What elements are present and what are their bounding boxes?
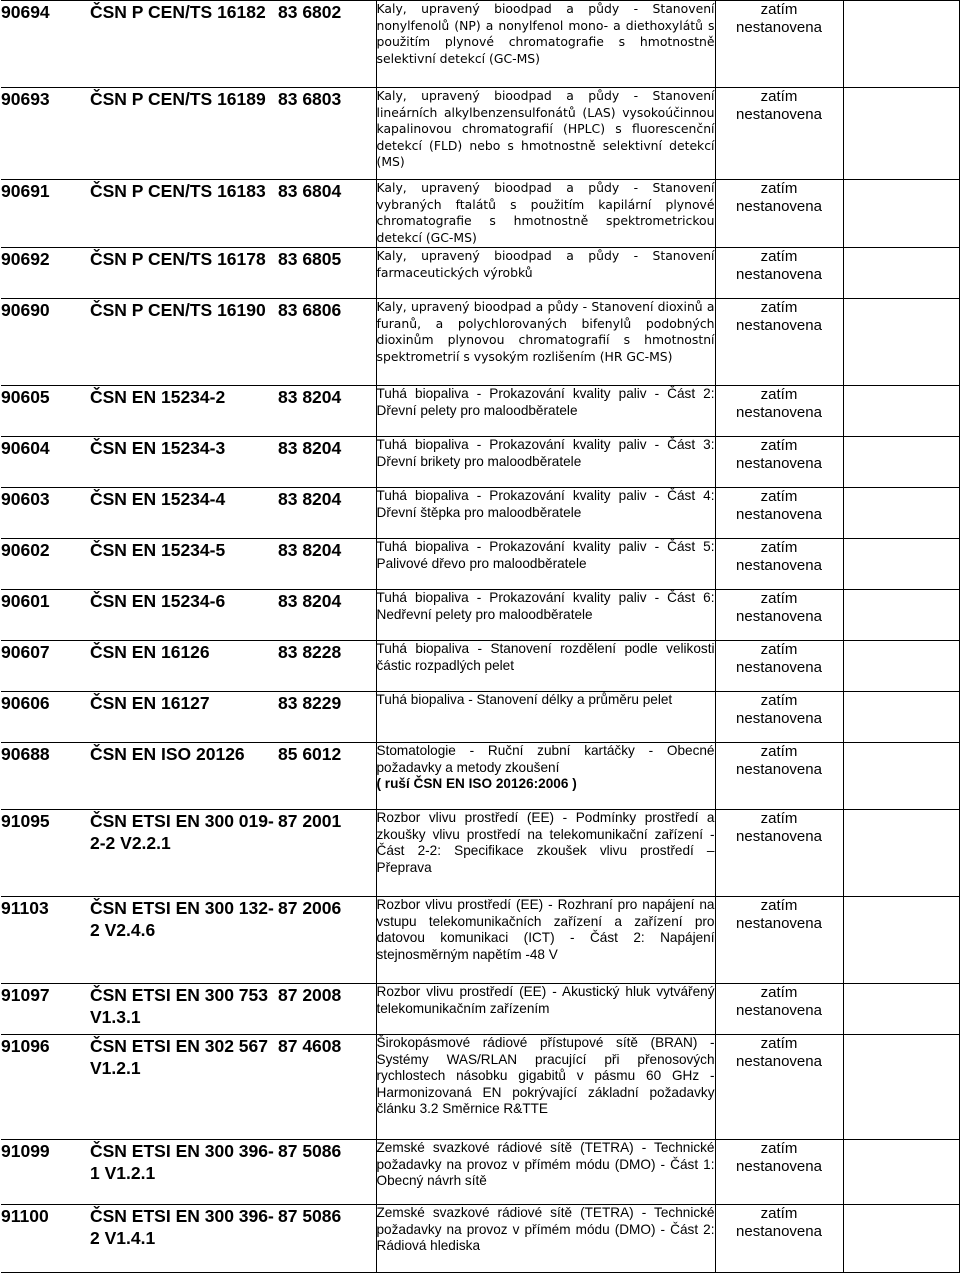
standard-designation: ČSN P CEN/TS 16183 <box>90 180 278 248</box>
status-line-1: zatím <box>760 539 798 556</box>
empty-cell <box>843 386 959 437</box>
status-line-2: nestanovena <box>736 915 822 932</box>
standards-table <box>1 0 960 1273</box>
standard-title-text: Kaly, upravený bioodpad a půdy - Stanovení nonylfenolů (NP) a nonylfenol mono- a diethoxylátů s použitím plynové chromatografie s hmotnostně selektivní detekcí (GC-MS) <box>376 1 715 66</box>
status-cell <box>715 437 843 488</box>
record-number: 90601 <box>1 590 90 641</box>
standard-title <box>376 897 715 984</box>
standards-table-body <box>1 1 959 1273</box>
standard-title-text: Tuhá biopaliva - Prokazování kvality paliv - Část 4: Dřevní štěpka pro maloodběratele <box>376 488 715 520</box>
status-cell <box>715 590 843 641</box>
standard-title-text: Rozbor vlivu prostředí (EE) - Rozhraní pro napájení na vstupu telekomunikačních zařízení a zařízení pro datovou komunikaci (ICT) - Část 2: Napájení stejnosměrným napětím -48 V <box>376 897 715 962</box>
status-cell <box>715 984 843 1035</box>
status-line-1: zatím <box>760 1035 798 1052</box>
status-line-1: zatím <box>760 897 798 914</box>
status-cell <box>715 743 843 810</box>
standard-title-text: Zemské svazkové rádiové sítě (TETRA) - Technické požadavky na provoz v přímém módu (DMO) - Část 1: Obecný návrh sítě <box>376 1140 715 1188</box>
classification-code: 85 6012 <box>278 743 376 810</box>
status-line-1: zatím <box>760 590 798 607</box>
standard-designation: ČSN EN 16126 <box>90 641 278 692</box>
empty-cell <box>843 539 959 590</box>
standard-title <box>376 692 715 743</box>
record-number: 90606 <box>1 692 90 743</box>
standard-title-text: Tuhá biopaliva - Prokazování kvality paliv - Část 6: Nedřevní pelety pro maloodběratele <box>376 590 715 622</box>
status-line-2: nestanovena <box>736 557 822 574</box>
classification-code: 83 8204 <box>278 488 376 539</box>
standard-title <box>376 1205 715 1273</box>
classification-code: 83 6805 <box>278 248 376 299</box>
standard-designation: ČSN EN ISO 20126 <box>90 743 278 810</box>
empty-cell <box>843 641 959 692</box>
status-cell <box>715 248 843 299</box>
status-line-2: nestanovena <box>736 317 822 334</box>
standard-title <box>376 810 715 897</box>
status-line-2: nestanovena <box>736 198 822 215</box>
status-cell <box>715 810 843 897</box>
table-row <box>1 386 959 437</box>
table-row <box>1 692 959 743</box>
record-number: 91100 <box>1 1205 90 1273</box>
standard-designation: ČSN ETSI EN 300 396-1 V1.2.1 <box>90 1140 278 1205</box>
status-line-1: zatím <box>760 488 798 505</box>
standard-title-text: Tuhá biopaliva - Stanovení rozdělení podle velikosti částic rozpadlých pelet <box>376 641 715 673</box>
standard-title-text: Tuhá biopaliva - Prokazování kvality paliv - Část 2: Dřevní pelety pro maloodběratele <box>376 386 715 418</box>
record-number: 90607 <box>1 641 90 692</box>
empty-cell <box>843 488 959 539</box>
record-number: 90603 <box>1 488 90 539</box>
empty-cell <box>843 180 959 248</box>
standard-designation: ČSN EN 15234-3 <box>90 437 278 488</box>
standard-title <box>376 88 715 180</box>
standard-title <box>376 743 715 810</box>
classification-code: 83 8204 <box>278 437 376 488</box>
status-line-1: zatím <box>760 1205 798 1222</box>
status-line-2: nestanovena <box>736 659 822 676</box>
standard-title <box>376 539 715 590</box>
status-line-2: nestanovena <box>736 506 822 523</box>
table-row <box>1 897 959 984</box>
classification-code: 83 8229 <box>278 692 376 743</box>
standard-title <box>376 437 715 488</box>
status-line-1: zatím <box>760 299 798 316</box>
standard-title <box>376 1140 715 1205</box>
record-number: 90605 <box>1 386 90 437</box>
classification-code: 87 2006 <box>278 897 376 984</box>
status-cell <box>715 897 843 984</box>
status-line-1: zatím <box>760 437 798 454</box>
status-cell <box>715 641 843 692</box>
table-row <box>1 984 959 1035</box>
empty-cell <box>843 1140 959 1205</box>
standard-title-text: Rozbor vlivu prostředí (EE) - Akustický hluk vytvářený telekomunikačním zařízením <box>376 984 715 1016</box>
status-line-1: zatím <box>760 180 798 197</box>
record-number: 90694 <box>1 1 90 88</box>
status-cell <box>715 1140 843 1205</box>
standard-designation: ČSN P CEN/TS 16189 <box>90 88 278 180</box>
table-row <box>1 1140 959 1205</box>
standard-title <box>376 248 715 299</box>
replaces-note: ( ruší ČSN EN ISO 20126:2006 ) <box>376 776 577 791</box>
status-cell <box>715 488 843 539</box>
standard-title <box>376 299 715 386</box>
record-number: 90602 <box>1 539 90 590</box>
status-line-2: nestanovena <box>736 761 822 778</box>
classification-code: 83 6804 <box>278 180 376 248</box>
record-number: 91095 <box>1 810 90 897</box>
classification-code: 87 5086 <box>278 1205 376 1273</box>
status-line-2: nestanovena <box>736 1158 822 1175</box>
record-number: 90604 <box>1 437 90 488</box>
record-number: 90691 <box>1 180 90 248</box>
status-cell <box>715 1 843 88</box>
empty-cell <box>843 248 959 299</box>
status-line-2: nestanovena <box>736 608 822 625</box>
status-line-2: nestanovena <box>736 19 822 36</box>
status-line-2: nestanovena <box>736 1223 822 1240</box>
status-line-2: nestanovena <box>736 1053 822 1070</box>
status-line-1: zatím <box>760 692 798 709</box>
standard-title-text: Kaly, upravený bioodpad a půdy - Stanovení lineárních alkylbenzensulfonátů (LAS) vysokoúčinnou kapalinovou chromatografií (HPLC) s fluorescenční detekcí (FLD) nebo s hmotnostně selektivní detekcí (MS) <box>376 88 715 169</box>
standard-title <box>376 590 715 641</box>
classification-code: 83 8204 <box>278 590 376 641</box>
empty-cell <box>843 692 959 743</box>
status-line-2: nestanovena <box>736 266 822 283</box>
empty-cell <box>843 590 959 641</box>
empty-cell <box>843 1035 959 1140</box>
record-number: 91096 <box>1 1035 90 1140</box>
standard-title-text: Kaly, upravený bioodpad a půdy - Stanovení vybraných ftalátů s použitím kapilární plynové chromatografie s hmotnostně spektrometrickou detekcí (GC-MS) <box>376 180 715 245</box>
classification-code: 83 8204 <box>278 539 376 590</box>
status-cell <box>715 386 843 437</box>
standard-title <box>376 1035 715 1140</box>
classification-code: 83 6802 <box>278 1 376 88</box>
status-line-2: nestanovena <box>736 1002 822 1019</box>
classification-code: 83 6803 <box>278 88 376 180</box>
empty-cell <box>843 897 959 984</box>
status-line-1: zatím <box>760 386 798 403</box>
table-row <box>1 539 959 590</box>
classification-code: 87 2001 <box>278 810 376 897</box>
classification-code: 87 4608 <box>278 1035 376 1140</box>
status-line-2: nestanovena <box>736 710 822 727</box>
standard-title <box>376 1 715 88</box>
empty-cell <box>843 299 959 386</box>
standard-title <box>376 488 715 539</box>
standard-title-text: Zemské svazkové rádiové sítě (TETRA) - Technické požadavky na provoz v přímém módu (DMO) - Část 2: Rádiová hlediska <box>376 1205 715 1253</box>
status-line-1: zatím <box>760 984 798 1001</box>
status-cell <box>715 539 843 590</box>
standard-designation: ČSN ETSI EN 300 396-2 V1.4.1 <box>90 1205 278 1273</box>
table-row <box>1 488 959 539</box>
status-line-2: nestanovena <box>736 404 822 421</box>
standard-title-text: Stomatologie - Ruční zubní kartáčky - Obecné požadavky a metody zkoušení <box>376 743 715 775</box>
standard-designation: ČSN P CEN/TS 16190 <box>90 299 278 386</box>
classification-code: 87 2008 <box>278 984 376 1035</box>
status-cell <box>715 180 843 248</box>
standard-title <box>376 180 715 248</box>
status-line-1: zatím <box>760 641 798 658</box>
classification-code: 83 8204 <box>278 386 376 437</box>
table-row <box>1 299 959 386</box>
empty-cell <box>843 984 959 1035</box>
standard-designation: ČSN ETSI EN 302 567 V1.2.1 <box>90 1035 278 1140</box>
standard-title-text: Tuhá biopaliva - Prokazování kvality paliv - Část 5: Palivové dřevo pro maloodběratele <box>376 539 715 571</box>
table-row <box>1 248 959 299</box>
status-line-1: zatím <box>760 810 798 827</box>
status-line-1: zatím <box>760 248 798 265</box>
standard-title-text: Kaly, upravený bioodpad a půdy - Stanovení dioxinů a furanů, a polychlorovaných bifenylů podobných dioxinům plynovou chromatografií s hmotnostní spektrometrií s vysokým rozlišením (HR GC-MS) <box>376 299 715 364</box>
empty-cell <box>843 743 959 810</box>
standard-designation: ČSN P CEN/TS 16178 <box>90 248 278 299</box>
standard-designation: ČSN ETSI EN 300 019-2-2 V2.2.1 <box>90 810 278 897</box>
standard-designation: ČSN EN 15234-2 <box>90 386 278 437</box>
table-row <box>1 590 959 641</box>
standard-title <box>376 984 715 1035</box>
classification-code: 87 5086 <box>278 1140 376 1205</box>
table-row <box>1 641 959 692</box>
record-number: 91099 <box>1 1140 90 1205</box>
table-row <box>1 180 959 248</box>
status-cell <box>715 692 843 743</box>
status-line-1: zatím <box>760 1 798 18</box>
empty-cell <box>843 1 959 88</box>
classification-code: 83 6806 <box>278 299 376 386</box>
status-cell <box>715 88 843 180</box>
table-row <box>1 437 959 488</box>
empty-cell <box>843 437 959 488</box>
status-line-1: zatím <box>760 743 798 760</box>
standard-title-text: Kaly, upravený bioodpad a půdy - Stanovení farmaceutických výrobků <box>376 248 715 280</box>
empty-cell <box>843 1205 959 1273</box>
record-number: 91103 <box>1 897 90 984</box>
record-number: 90692 <box>1 248 90 299</box>
table-row <box>1 1205 959 1273</box>
status-line-2: nestanovena <box>736 455 822 472</box>
standard-designation: ČSN EN 15234-5 <box>90 539 278 590</box>
record-number: 90690 <box>1 299 90 386</box>
empty-cell <box>843 810 959 897</box>
standard-designation: ČSN EN 16127 <box>90 692 278 743</box>
record-number: 90693 <box>1 88 90 180</box>
standard-title-text: Rozbor vlivu prostředí (EE) - Podmínky prostředí a zkoušky vlivu prostředí na telekomunikační zařízení - Část 2-2: Specifikace zkoušek vlivu prostředí – Přeprava <box>376 810 715 875</box>
table-row <box>1 88 959 180</box>
table-row <box>1 810 959 897</box>
status-line-1: zatím <box>760 88 798 105</box>
empty-cell <box>843 88 959 180</box>
standard-title-text: Širokopásmové rádiové přístupové sítě (BRAN) - Systémy WAS/RLAN pracující při přenosových rychlostech násobku gigabitů v pásmu 60 GHz - Harmonizovaná EN pokrývající základní požadavky článku 3.2 Směrnice R&TTE <box>376 1035 715 1116</box>
standard-title <box>376 641 715 692</box>
classification-code: 83 8228 <box>278 641 376 692</box>
table-row <box>1 1035 959 1140</box>
table-row <box>1 1 959 88</box>
standard-designation: ČSN ETSI EN 300 132-2 V2.4.6 <box>90 897 278 984</box>
record-number: 90688 <box>1 743 90 810</box>
record-number: 91097 <box>1 984 90 1035</box>
standard-designation: ČSN EN 15234-4 <box>90 488 278 539</box>
status-line-2: nestanovena <box>736 828 822 845</box>
status-cell <box>715 1205 843 1273</box>
standard-designation: ČSN EN 15234-6 <box>90 590 278 641</box>
table-row <box>1 743 959 810</box>
status-line-1: zatím <box>760 1140 798 1157</box>
standard-designation: ČSN ETSI EN 300 753 V1.3.1 <box>90 984 278 1035</box>
standard-designation: ČSN P CEN/TS 16182 <box>90 1 278 88</box>
standard-title-text: Tuhá biopaliva - Stanovení délky a průměru pelet <box>376 692 673 707</box>
standard-title-text: Tuhá biopaliva - Prokazování kvality paliv - Část 3: Dřevní brikety pro maloodběratele <box>376 437 715 469</box>
status-cell <box>715 1035 843 1140</box>
status-cell <box>715 299 843 386</box>
status-line-2: nestanovena <box>736 106 822 123</box>
standard-title <box>376 386 715 437</box>
